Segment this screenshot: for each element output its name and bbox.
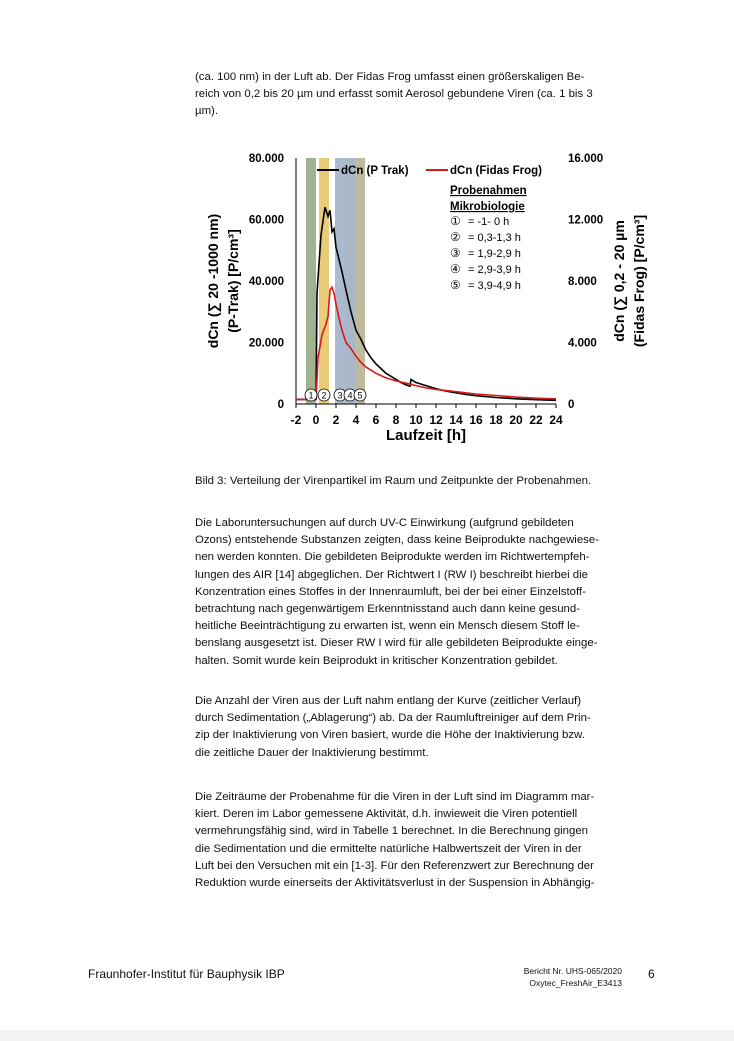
sampling-marker-label: 1 bbox=[308, 390, 314, 401]
sampling-legend-number: ② bbox=[450, 230, 461, 244]
footer-report-reference: Oxytec_FreshAir_E3413 bbox=[529, 978, 622, 988]
x-tick-label: 14 bbox=[449, 413, 463, 427]
text-line: Reduktion wurde einerseits der Aktivitätsverlust in der Suspension in Abhängig- bbox=[195, 877, 595, 890]
x-tick-label: 2 bbox=[332, 413, 340, 427]
x-tick-label: 10 bbox=[409, 413, 423, 427]
footer-report-info bbox=[470, 965, 622, 989]
figure-caption: Bild 3: Verteilung der Virenpartikel im Raum und Zeitpunkte der Probenahmen. bbox=[195, 475, 592, 487]
text-line: Die Anzahl der Viren aus der Luft nahm entlang der Kurve (zeitlicher Verlauf) bbox=[195, 695, 582, 707]
sampling-marker-label: 3 bbox=[337, 390, 343, 401]
text-line: Ozons) entstehende Substanzen zeigten, dass keine Beiprodukte nachgewiese- bbox=[195, 534, 599, 547]
paragraph-sedimentation bbox=[195, 693, 657, 762]
sampling-legend-title: Probenahmen bbox=[450, 185, 527, 197]
sampling-legend-range: = -1- 0 h bbox=[468, 216, 510, 228]
sampling-legend-range: = 0,3-1,3 h bbox=[468, 232, 521, 244]
virus-particle-chart bbox=[200, 140, 660, 450]
x-axis-title: Laufzeit [h] bbox=[386, 427, 466, 444]
paragraph-sampling-periods bbox=[195, 789, 657, 892]
x-tick-label: 6 bbox=[372, 413, 380, 427]
y-right-tick-label: 12.000 bbox=[568, 214, 604, 227]
x-tick-label: 18 bbox=[489, 413, 503, 427]
text-line: Die Zeiträume der Probenahme für die Viren in der Luft sind im Diagramm mar- bbox=[195, 791, 595, 803]
y-left-tick-label: 40.000 bbox=[248, 276, 284, 288]
text-line: (ca. 100 nm) in der Luft ab. Der Fidas Frog umfasst einen größerskaligen Be- bbox=[195, 71, 585, 83]
text-line: lungen des AIR [14] abgeglichen. Der Richtwert I (RW I) beschreibt hierbei die bbox=[195, 568, 588, 581]
x-tick-label: 0 bbox=[312, 413, 320, 427]
sampling-legend-range: = 2,9-3,9 h bbox=[468, 264, 521, 276]
text-line: Luft bei den Versuchen mit ein [1-3]. Für den Referenzwert zur Berechnung der bbox=[195, 859, 594, 872]
text-line: nen werden konnten. Die gebildeten Beiprodukte werden im Richtwertempfeh- bbox=[195, 551, 590, 564]
legend-label: dCn (Fidas Frog) bbox=[450, 165, 542, 177]
x-tick-label: 16 bbox=[469, 413, 483, 427]
sampling-legend-range: = 3,9-4,9 h bbox=[468, 280, 521, 292]
text-line: kiert. Deren im Labor gemessene Aktivität, d.h. inwieweit die Viren potentiell bbox=[195, 808, 578, 821]
sampling-legend-number: ④ bbox=[450, 262, 461, 276]
y-left-tick-label: 20.000 bbox=[248, 337, 284, 350]
y-left-axis-title: dCn (∑ 20 -1000 nm) bbox=[205, 213, 221, 349]
y-left-axis-subtitle: (P-Trak) [P/cm³] bbox=[225, 229, 241, 333]
sampling-legend-number: ⑤ bbox=[450, 278, 461, 292]
sampling-legend-subtitle: Mikrobiologie bbox=[450, 201, 525, 213]
y-left-tick-label: 0 bbox=[277, 399, 284, 411]
text-line: betrachtung nach gegenwärtigem Erkenntnisstand auch dann keine gesund- bbox=[195, 603, 581, 616]
sampling-marker-label: 2 bbox=[321, 390, 327, 401]
text-line: µm). bbox=[195, 105, 219, 118]
sampling-band-5 bbox=[355, 158, 365, 404]
text-line: zip der Inaktivierung von Viren basiert, wurde die Höhe der Inaktivierung bzw. bbox=[195, 729, 585, 742]
x-tick-label: -2 bbox=[290, 413, 302, 427]
y-left-tick-label: 60.000 bbox=[248, 214, 284, 227]
text-line: die zeitliche Dauer der Inaktivierung bestimmt. bbox=[195, 746, 429, 759]
text-line: die Sedimentation und die ermittelte natürliche Halbwertszeit der Viren in der bbox=[195, 842, 582, 855]
text-line: reich von 0,2 bis 20 µm und erfasst somit Aerosol gebundene Viren (ca. 1 bis 3 bbox=[195, 88, 593, 101]
legend-label: dCn (P Trak) bbox=[341, 165, 409, 177]
x-tick-label: 12 bbox=[429, 413, 443, 427]
y-right-tick-label: 4.000 bbox=[568, 337, 597, 350]
sampling-legend-range: = 1,9-2,9 h bbox=[468, 248, 521, 260]
y-right-tick-label: 0 bbox=[568, 399, 575, 411]
y-right-axis-title: dCn (∑ 0,2 - 20 µm bbox=[611, 220, 627, 342]
text-line: Die Laboruntersuchungen auf durch UV-C Einwirkung (aufgrund gebildeten bbox=[195, 517, 574, 529]
x-tick-label: 24 bbox=[549, 413, 563, 427]
text-line: Konzentration eines Stoffes in der Innenraumluft, bei der bei einer Einzelstoff- bbox=[195, 585, 586, 598]
footer-institute: Fraunhofer-Institut für Bauphysik IBP bbox=[88, 967, 285, 981]
x-tick-label: 20 bbox=[509, 413, 523, 427]
intro-paragraph bbox=[195, 69, 657, 121]
text-line: heitliche Beeinträchtigung zu erwarten ist, wenn ein Mensch diesem Stoff le- bbox=[195, 620, 580, 633]
y-right-axis-subtitle: (Fidas Frog) [P/cm³] bbox=[631, 214, 647, 348]
x-tick-label: 8 bbox=[392, 413, 400, 427]
text-line: benslang ausgesetzt ist. Dieser RW I wird für alle gebildeten Beiprodukte einge- bbox=[195, 637, 598, 650]
y-left-tick-label: 80.000 bbox=[248, 153, 284, 165]
footer-report-number: Bericht Nr. UHS-065/2020 bbox=[523, 966, 622, 976]
x-tick-label: 22 bbox=[529, 413, 543, 427]
x-tick-label: 4 bbox=[352, 413, 360, 427]
sampling-legend-number: ③ bbox=[450, 246, 461, 260]
sampling-band-2 bbox=[319, 158, 329, 404]
text-line: durch Sedimentation („Ablagerung“) ab. Da der Raumluftreiniger auf dem Prin- bbox=[195, 712, 591, 725]
sampling-legend-number: ① bbox=[450, 214, 461, 228]
sampling-marker-label: 5 bbox=[357, 390, 363, 401]
paragraph-lab-results bbox=[195, 515, 657, 670]
y-right-tick-label: 16.000 bbox=[568, 153, 604, 165]
sampling-band-1 bbox=[306, 158, 316, 404]
page-number: 6 bbox=[648, 967, 655, 981]
text-line: vermehrungsfähig sind, wird in Tabelle 1 berechnet. In die Berechnung gingen bbox=[195, 825, 589, 838]
y-right-tick-label: 8.000 bbox=[568, 276, 597, 288]
text-line: halten. Somit wurde kein Beiprodukt in kritischer Konzentration gebildet. bbox=[195, 654, 558, 667]
sampling-band-4 bbox=[345, 158, 355, 404]
page-bottom-edge bbox=[0, 1030, 734, 1041]
sampling-marker-label: 4 bbox=[347, 390, 353, 401]
